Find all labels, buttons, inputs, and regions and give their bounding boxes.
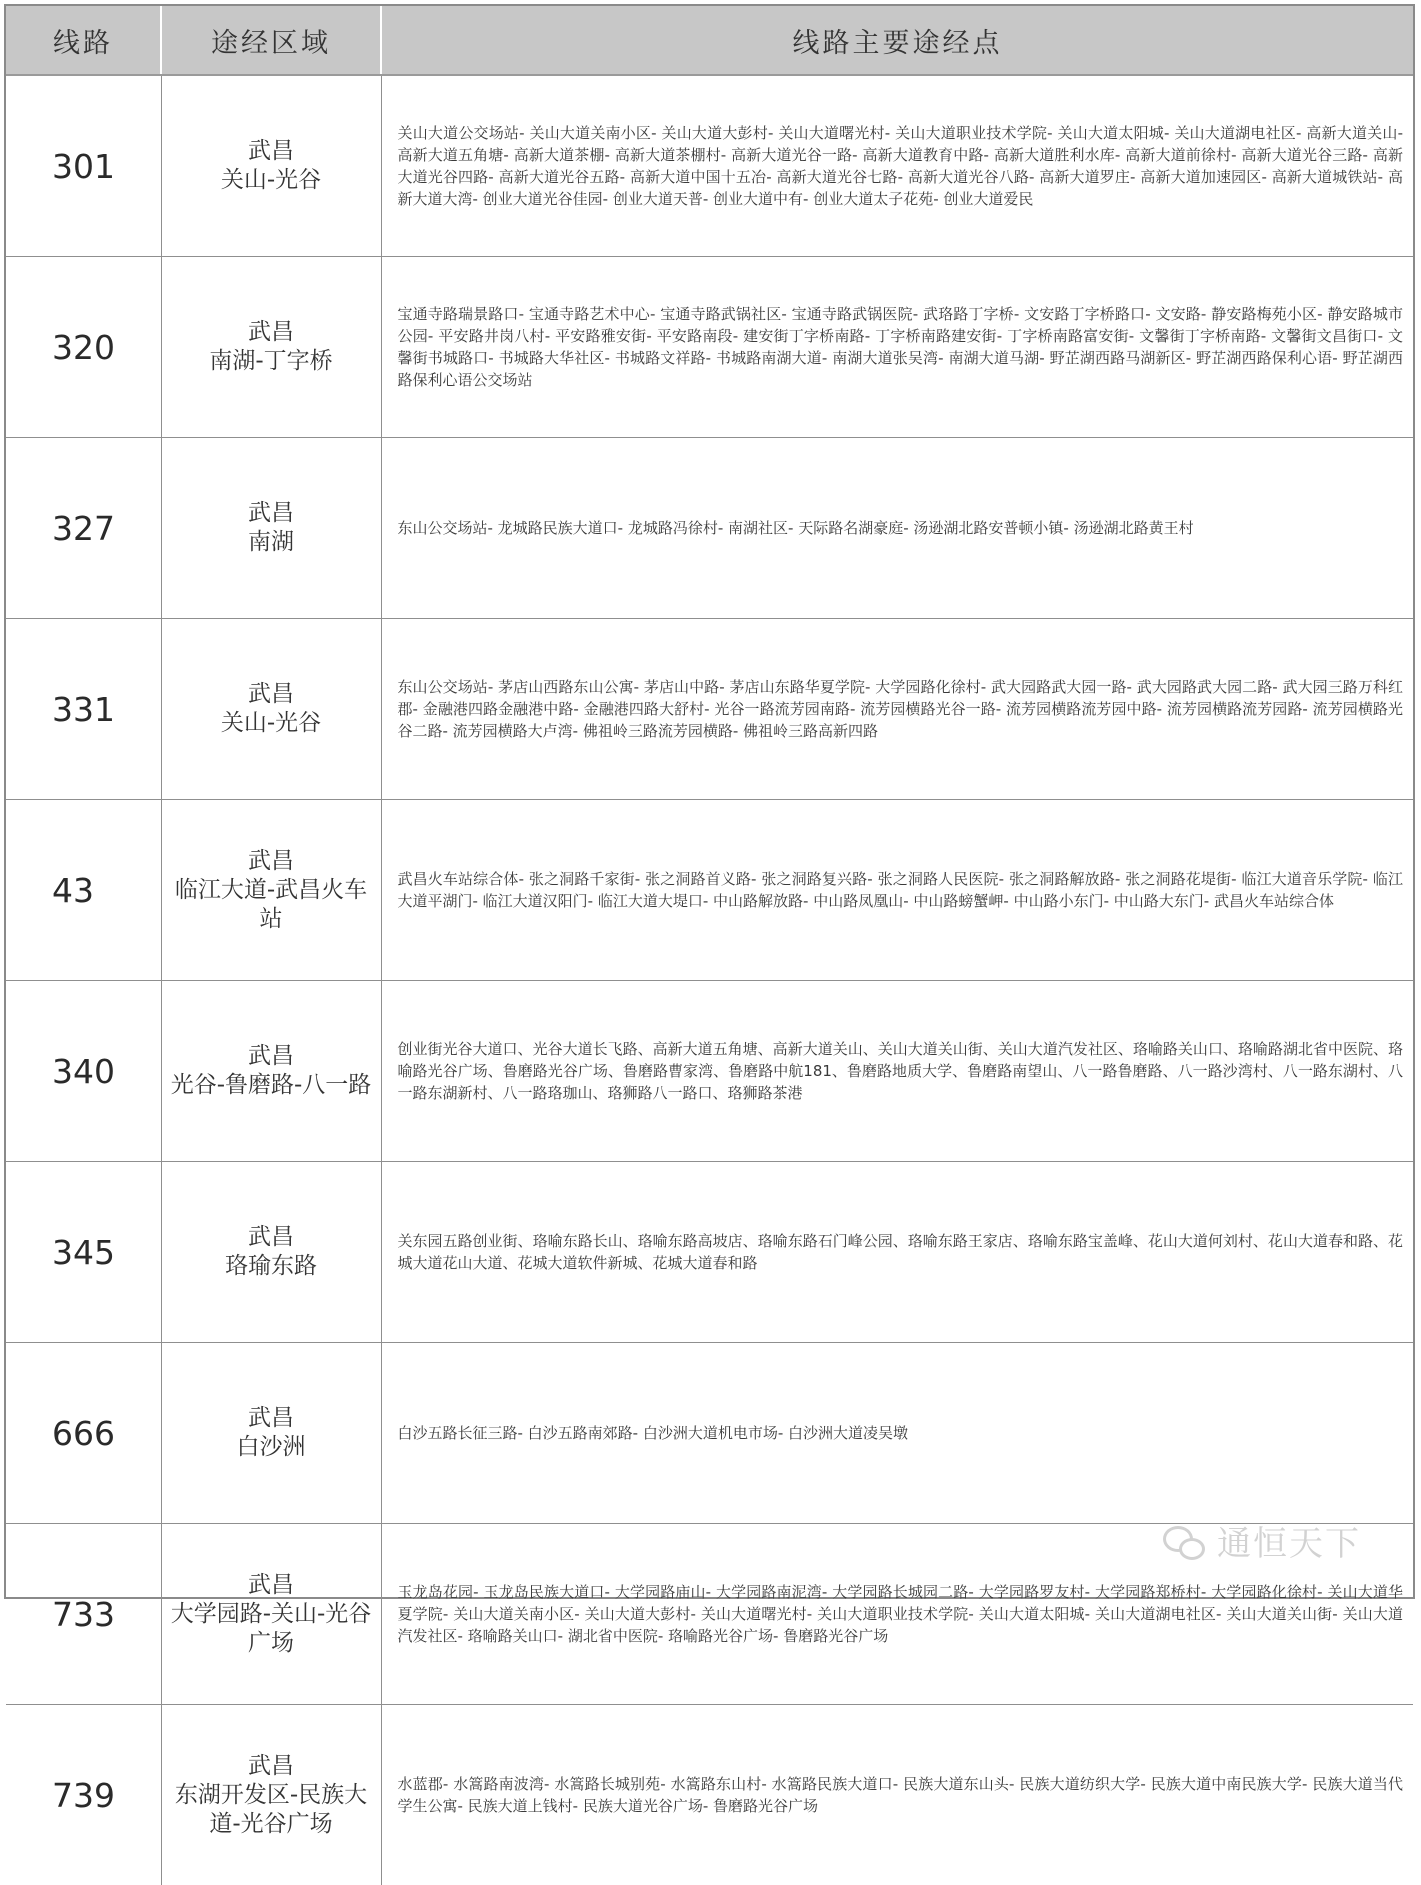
area-name: 珞瑜东路 [168, 1252, 375, 1281]
area-district: 武昌 [168, 1571, 375, 1600]
table-row [6, 75, 1413, 257]
area-district: 武昌 [168, 499, 375, 528]
area-name: 南湖-丁字桥 [168, 347, 375, 376]
route-number: 733 [6, 1524, 161, 1705]
table-row [6, 981, 1413, 1162]
area-district: 武昌 [168, 847, 375, 876]
area-district: 武昌 [168, 1042, 375, 1071]
route-stops: 宝通寺路瑞景路口- 宝通寺路艺术中心- 宝通寺路武锅社区- 宝通寺路武锅医院- 武珞路丁字桥- 文安路丁字桥路口- 文安路- 静安路梅苑小区- 静安路城市公园- 平安路井岗八村- 平安路雅安街- 平安路南段- 建安街丁字桥南路- 丁字桥南路建安街- 丁字桥南路富安街- 文馨街丁字桥南路- 文馨街文昌街口- 文馨街书城路口- 书城路大华社区- 书城路文祥路- 书城路南湖大道- 南湖大道张吴湾- 南湖大道马湖- 野芷湖西路马湖新区- 野芷湖西路保利心语- 野芷湖西路保利心语公交场站 [381, 257, 1413, 438]
route-area [161, 257, 381, 438]
route-stops: 东山公交场站- 龙城路民族大道口- 龙城路冯徐村- 南湖社区- 天际路名湖豪庭- 汤逊湖北路安普顿小镇- 汤逊湖北路黄王村 [381, 438, 1413, 619]
route-number: 739 [6, 1705, 161, 1885]
table-row [6, 257, 1413, 438]
route-area [161, 1343, 381, 1524]
header-route: 线路 [6, 6, 161, 75]
route-area [161, 1524, 381, 1705]
route-number: 327 [6, 438, 161, 619]
table-row [6, 1705, 1413, 1885]
area-name: 关山-光谷 [168, 709, 375, 738]
route-area [161, 75, 381, 257]
route-stops: 白沙五路长征三路- 白沙五路南郊路- 白沙洲大道机电市场- 白沙洲大道凌吴墩 [381, 1343, 1413, 1524]
table-row [6, 438, 1413, 619]
route-stops: 创业街光谷大道口、光谷大道长飞路、高新大道五角塘、高新大道关山、关山大道关山街、关山大道汽发社区、珞喻路关山口、珞喻路湖北省中医院、珞喻路光谷广场、鲁磨路光谷广场、鲁磨路曹家湾、鲁磨路中航181、鲁磨路地质大学、鲁磨路南望山、八一路鲁磨路、八一路沙湾村、八一路东湖村、八一路东湖新村、八一路珞珈山、珞狮路八一路口、珞狮路茶港 [381, 981, 1413, 1162]
area-district: 武昌 [168, 137, 375, 166]
table-header-row [6, 6, 1413, 75]
area-name: 白沙洲 [168, 1433, 375, 1462]
route-stops: 关山大道公交场站- 关山大道关南小区- 关山大道大彭村- 关山大道曙光村- 关山大道职业技术学院- 关山大道太阳城- 关山大道湖电社区- 高新大道关山- 高新大道五角塘- 高新大道茶棚- 高新大道茶棚村- 高新大道光谷一路- 高新大道教育中路- 高新大道胜利水库- 高新大道前徐村- 高新大道光谷三路- 高新大道光谷四路- 高新大道光谷五路- 高新大道中国十五冶- 高新大道光谷七路- 高新大道光谷八路- 高新大道罗庄- 高新大道加速园区- 高新大道城铁站- 高新大道大湾- 创业大道光谷佳园- 创业大道天普- 创业大道中有- 创业大道太子花苑- 创业大道爱民 [381, 75, 1413, 257]
area-name: 临江大道-武昌火车站 [168, 876, 375, 934]
table-row [6, 1343, 1413, 1524]
bus-routes-table [6, 6, 1413, 1885]
watermark [1163, 1516, 1361, 1565]
wechat-icon [1163, 1524, 1207, 1558]
route-area [161, 619, 381, 800]
route-number: 666 [6, 1343, 161, 1524]
table-row [6, 800, 1413, 981]
route-area [161, 1705, 381, 1885]
area-district: 武昌 [168, 1223, 375, 1252]
routes-table-frame [4, 4, 1415, 1599]
route-stops: 玉龙岛花园- 玉龙岛民族大道口- 大学园路庙山- 大学园路南泥湾- 大学园路长城园二路- 大学园路罗友村- 大学园路郑桥村- 大学园路化徐村- 关山大道华夏学院- 关山大道关南小区- 关山大道大彭村- 关山大道曙光村- 关山大道职业技术学院- 关山大道太阳城- 关山大道湖电社区- 关山大道关山街- 关山大道汽发社区- 珞喻路关山口- 湖北省中医院- 珞喻路光谷广场- 鲁磨路光谷广场 [381, 1524, 1413, 1705]
route-number: 43 [6, 800, 161, 981]
area-name: 东湖开发区-民族大道-光谷广场 [168, 1781, 375, 1839]
route-number: 320 [6, 257, 161, 438]
area-name: 光谷-鲁磨路-八一路 [168, 1071, 375, 1100]
header-area: 途经区域 [161, 6, 381, 75]
route-area [161, 981, 381, 1162]
route-number: 340 [6, 981, 161, 1162]
route-area [161, 438, 381, 619]
area-district: 武昌 [168, 680, 375, 709]
watermark-text: 通恒天下 [1217, 1516, 1361, 1565]
table-row [6, 1162, 1413, 1343]
route-stops: 水蓝郡- 水篙路南波湾- 水篙路长城别苑- 水篙路东山村- 水篙路民族大道口- 民族大道东山头- 民族大道纺织大学- 民族大道中南民族大学- 民族大道当代学生公寓- 民族大道上钱村- 民族大道光谷广场- 鲁磨路光谷广场 [381, 1705, 1413, 1885]
area-district: 武昌 [168, 1404, 375, 1433]
area-name: 大学园路-关山-光谷广场 [168, 1600, 375, 1658]
area-district: 武昌 [168, 1752, 375, 1781]
route-stops: 关东园五路创业街、珞喻东路长山、珞喻东路高坡店、珞喻东路石门峰公园、珞喻东路王家店、珞喻东路宝盖峰、花山大道何刘村、花山大道春和路、花城大道花山大道、花城大道软件新城、花城大道春和路 [381, 1162, 1413, 1343]
route-area [161, 800, 381, 981]
area-name: 南湖 [168, 528, 375, 557]
route-number: 331 [6, 619, 161, 800]
route-stops: 东山公交场站- 茅店山西路东山公寓- 茅店山中路- 茅店山东路华夏学院- 大学园路化徐村- 武大园路武大园一路- 武大园路武大园二路- 武大园三路万科红郡- 金融港四路金融港中路- 金融港四路大舒村- 光谷一路流芳园南路- 流芳园横路光谷一路- 流芳园横路流芳园中路- 流芳园横路流芳园路- 流芳园横路光谷二路- 流芳园横路大卢湾- 佛祖岭三路流芳园横路- 佛祖岭三路高新四路 [381, 619, 1413, 800]
area-name: 关山-光谷 [168, 166, 375, 195]
route-number: 345 [6, 1162, 161, 1343]
route-area [161, 1162, 381, 1343]
route-stops: 武昌火车站综合体- 张之洞路千家街- 张之洞路首义路- 张之洞路复兴路- 张之洞路人民医院- 张之洞路解放路- 张之洞路花堤街- 临江大道音乐学院- 临江大道平湖门- 临江大道汉阳门- 临江大道大堤口- 中山路解放路- 中山路凤凰山- 中山路螃蟹岬- 中山路小东门- 中山路大东门- 武昌火车站综合体 [381, 800, 1413, 981]
table-row [6, 619, 1413, 800]
area-district: 武昌 [168, 318, 375, 347]
header-stops: 线路主要途经点 [381, 6, 1413, 75]
route-number: 301 [6, 75, 161, 257]
